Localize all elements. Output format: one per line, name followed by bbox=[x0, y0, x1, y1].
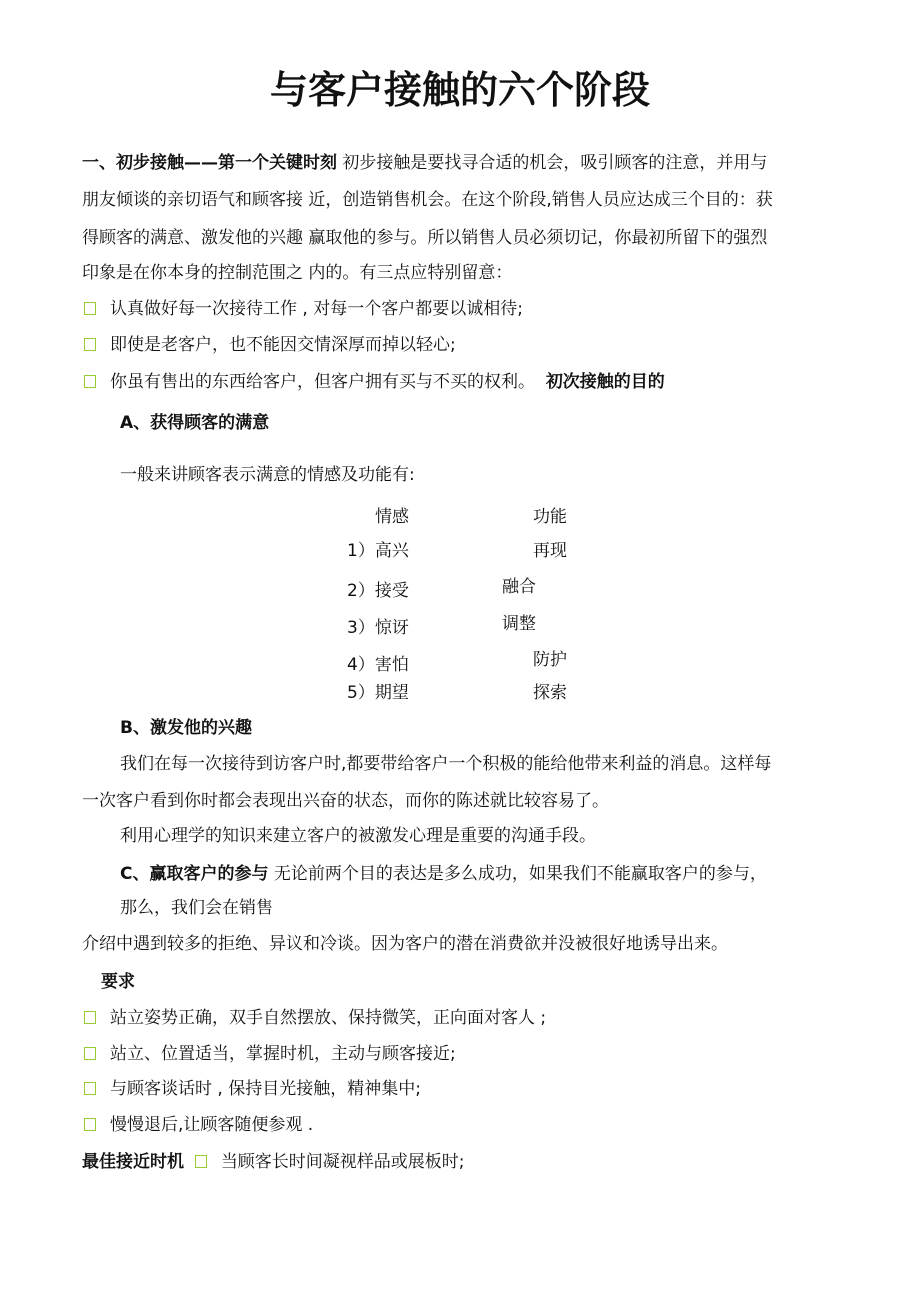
emotion-item: 2）接受 bbox=[347, 581, 409, 601]
bullet-text: 站立姿势正确，双手自然摆放、保持微笑，正向面对客人 ; bbox=[110, 1008, 547, 1028]
column-header-emotion: 情感 bbox=[375, 507, 409, 527]
bullet-item bbox=[84, 1115, 313, 1135]
paragraph-line: 利用心理学的知识来建立客户的被激发心理是重要的沟通手段。 bbox=[120, 826, 596, 846]
paragraph-line: 朋友倾谈的亲切语气和顾客接 近，创造销售机会。在这个阶段,销售人员应达成三个目的：获 bbox=[82, 190, 773, 210]
checkbox-bullet-icon bbox=[84, 302, 96, 315]
checkbox-bullet-icon bbox=[84, 375, 96, 388]
paragraph-line: 那么，我们会在销售 bbox=[120, 898, 273, 918]
column-header-function: 功能 bbox=[533, 507, 567, 527]
paragraph-line: 初步接触是要找寻合适的机会，吸引顾客的注意，并用与 bbox=[342, 153, 768, 173]
emotion-item: 3）惊讶 bbox=[347, 618, 409, 638]
paragraph-line: 一次客户看到你时都会表现出兴奋的状态，而你的陈述就比较容易了。 bbox=[82, 791, 609, 811]
paragraph-line: 介绍中遇到较多的拒绝、异议和冷谈。因为客户的潜在消费欲并没被很好地诱导出来。 bbox=[82, 934, 728, 954]
function-item: 防护 bbox=[533, 650, 567, 670]
bullet-item bbox=[84, 335, 456, 355]
section1-heading: 一、初步接触——第一个关键时刻 bbox=[82, 153, 337, 173]
paragraph-line: 无论前两个目的表达是多么成功，如果我们不能赢取客户的参与， bbox=[273, 864, 767, 884]
section-b-heading: B、激发他的兴趣 bbox=[120, 718, 252, 738]
best-time-line bbox=[82, 1152, 465, 1172]
checkbox-bullet-icon bbox=[84, 338, 96, 351]
function-item: 再现 bbox=[533, 541, 567, 561]
function-item: 融合 bbox=[502, 577, 536, 597]
checkbox-bullet-icon bbox=[84, 1082, 96, 1095]
bullet-item bbox=[84, 1079, 421, 1099]
bullet-text: 慢慢退后,让顾客随便参观 . bbox=[110, 1115, 314, 1135]
section-a-intro: 一般来讲顾客表示满意的情感及功能有: bbox=[120, 465, 415, 485]
bullet-item bbox=[84, 299, 523, 319]
section-c-first-line bbox=[120, 864, 767, 884]
bullet-text: 即使是老客户，也不能因交情深厚而掉以轻心; bbox=[110, 335, 456, 355]
bullet-text: 你虽有售出的东西给客户，但客户拥有买与不买的权利。 bbox=[110, 372, 535, 392]
checkbox-bullet-icon bbox=[84, 1047, 96, 1060]
bullet-text: 当顾客长时间凝视样品或展板时; bbox=[220, 1152, 465, 1172]
bullet-item bbox=[84, 372, 665, 392]
page-title: 与客户接触的六个阶段 bbox=[269, 68, 650, 112]
function-item: 调整 bbox=[502, 614, 536, 634]
bullet-text: 与顾客谈话时 , 保持目光接触，精神集中; bbox=[110, 1079, 421, 1099]
emotion-item: 5）期望 bbox=[347, 683, 409, 703]
purpose-heading: 初次接触的目的 bbox=[545, 372, 665, 392]
emotion-item: 1）高兴 bbox=[347, 541, 409, 561]
section1-first-line bbox=[82, 153, 767, 173]
bullet-item bbox=[84, 1044, 456, 1064]
checkbox-bullet-icon bbox=[195, 1155, 207, 1168]
bullet-text: 认真做好每一次接待工作 , 对每一个客户都要以诚相待; bbox=[110, 299, 523, 319]
best-time-heading: 最佳接近时机 bbox=[82, 1152, 184, 1172]
emotion-item: 4）害怕 bbox=[347, 655, 409, 675]
paragraph-line: 我们在每一次接待到访客户时,都要带给客户一个积极的能给他带来利益的消息。这样每 bbox=[120, 754, 772, 774]
function-item: 探索 bbox=[533, 683, 567, 703]
checkbox-bullet-icon bbox=[84, 1118, 96, 1131]
bullet-item bbox=[84, 1008, 546, 1028]
section-a-heading: A、获得顾客的满意 bbox=[120, 413, 270, 433]
paragraph-line: 得顾客的满意、激发他的兴趣 赢取他的参与。所以销售人员必须切记，你最初所留下的强烈 bbox=[82, 228, 768, 248]
checkbox-bullet-icon bbox=[84, 1011, 96, 1024]
requirements-heading: 要求 bbox=[101, 972, 135, 992]
paragraph-line: 印象是在你本身的控制范围之 内的。有三点应特别留意： bbox=[82, 263, 513, 283]
bullet-text: 站立、位置适当，掌握时机，主动与顾客接近; bbox=[110, 1044, 456, 1064]
section-c-heading: C、赢取客户的参与 bbox=[120, 864, 269, 884]
